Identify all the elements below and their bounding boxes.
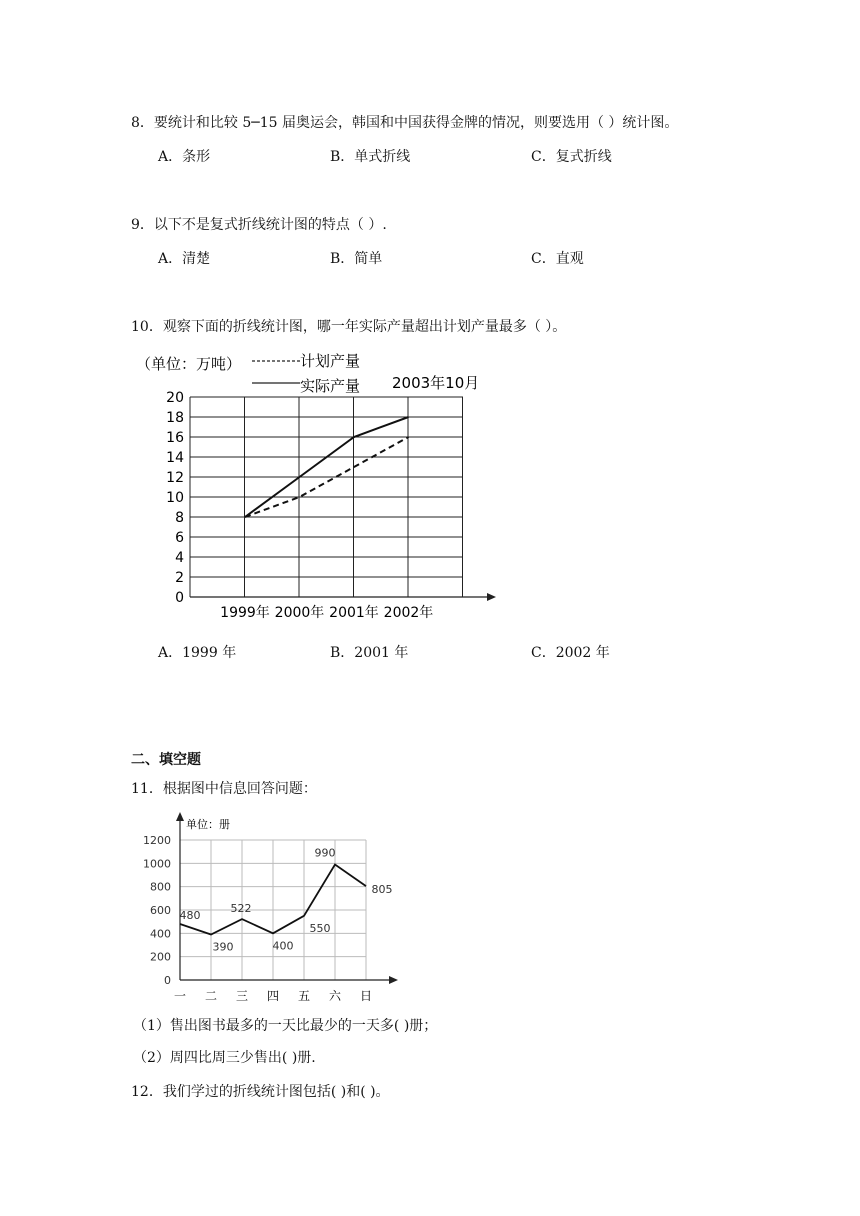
q10-option-a[interactable]: A．1999 年 (158, 645, 237, 661)
chart2-x-tick-label: 六 (328, 989, 342, 1003)
q10-option-c[interactable]: C．2002 年 (531, 645, 610, 661)
chart1-x-tick-label: 2000年 (274, 605, 325, 621)
chart2-data-label: 400 (272, 939, 294, 953)
q8-option-a[interactable]: A．条形 (158, 149, 211, 165)
chart2-data-label: 522 (230, 902, 252, 916)
q11-sub1: （1）售出图书最多的一天比最少的一天多( )册； (133, 1018, 438, 1034)
chart1-x-axis-arrow (487, 593, 496, 601)
chart1-y-tick-label: 4 (175, 550, 184, 566)
chart2-data-label: 550 (309, 921, 331, 935)
chart2-data-label: 480 (179, 909, 201, 922)
chart1-y-tick-label: 20 (166, 390, 184, 406)
chart1-y-tick-label: 10 (166, 490, 184, 506)
actual-series-line (245, 417, 409, 517)
legend-actual-label: 实际产量 (300, 377, 361, 395)
chart2-unit-label: 单位：册 (186, 818, 230, 831)
q11-text: 11．根据图中信息回答问题： (131, 781, 317, 797)
chart2-x-tick-label: 三 (235, 989, 249, 1003)
chart1-y-tick-label: 6 (175, 530, 184, 546)
chart1-unit-label: （单位：万吨） (136, 355, 242, 373)
chart2-data-label: 805 (371, 883, 393, 897)
q10-option-b[interactable]: B．2001 年 (330, 645, 409, 661)
production-line-chart (130, 345, 510, 625)
chart2-x-tick-label: 一 (173, 989, 187, 1003)
q8-option-c[interactable]: C．复式折线 (531, 149, 612, 165)
q8-text: 8．要统计和比较 5─15 届奥运会，韩国和中国获得金牌的情况，则要选用（ ）统计图。 (131, 115, 679, 131)
chart1-y-tick-label: 12 (166, 470, 184, 486)
chart1-y-tick-label: 0 (175, 590, 184, 606)
chart2-y-tick-label: 400 (150, 927, 171, 941)
q9-option-b[interactable]: B．简单 (330, 251, 383, 267)
chart2-y-tick-label: 600 (150, 904, 171, 917)
q10-text: 10．观察下面的折线统计图，哪一年实际产量超出计划产量最多（ ）。 (131, 319, 567, 335)
legend-plan-label: 计划产量 (300, 352, 361, 370)
chart1-y-tick-label: 14 (166, 450, 184, 466)
chart1-y-tick-label: 18 (166, 410, 184, 426)
chart1-y-tick-label: 8 (175, 510, 184, 526)
q9-option-a[interactable]: A．清楚 (158, 251, 211, 267)
section-title: 二、填空题 (131, 752, 201, 768)
chart1-date-label: 2003年10月 (392, 374, 480, 392)
q8-option-b[interactable]: B．单式折线 (330, 149, 411, 165)
chart2-y-tick-label: 1000 (143, 857, 171, 871)
chart2-x-tick-label: 五 (297, 989, 311, 1003)
chart2-y-tick-label: 0 (164, 974, 171, 987)
chart2-data-label: 390 (212, 940, 234, 954)
q11-sub2: （2）周四比周三少售出( )册. (133, 1050, 316, 1066)
chart2-x-tick-label: 二 (204, 989, 218, 1003)
chart1-x-tick-label: 2002年 (383, 605, 434, 621)
chart1-y-tick-label: 16 (166, 430, 184, 446)
q12-text: 12．我们学过的折线统计图包括( )和( )。 (131, 1084, 390, 1100)
q9-text: 9．以下不是复式折线统计图的特点（ ）. (131, 217, 387, 233)
chart1-y-tick-label: 2 (175, 570, 184, 586)
chart2-x-axis-arrow (389, 976, 398, 984)
book-sales-line-chart (130, 808, 410, 1006)
q9-option-c[interactable]: C．直观 (531, 251, 584, 267)
chart2-data-label: 990 (314, 846, 336, 860)
chart2-y-axis-arrow (176, 812, 184, 821)
chart2-y-tick-label: 200 (150, 950, 171, 964)
chart2-y-tick-label: 1200 (143, 834, 171, 847)
chart2-x-tick-label: 四 (266, 989, 280, 1003)
chart2-y-tick-label: 800 (150, 880, 171, 894)
chart2-x-tick-label: 日 (359, 989, 373, 1003)
chart1-x-tick-label: 1999年 (220, 605, 270, 621)
chart1-x-tick-label: 2001年 (329, 605, 379, 621)
